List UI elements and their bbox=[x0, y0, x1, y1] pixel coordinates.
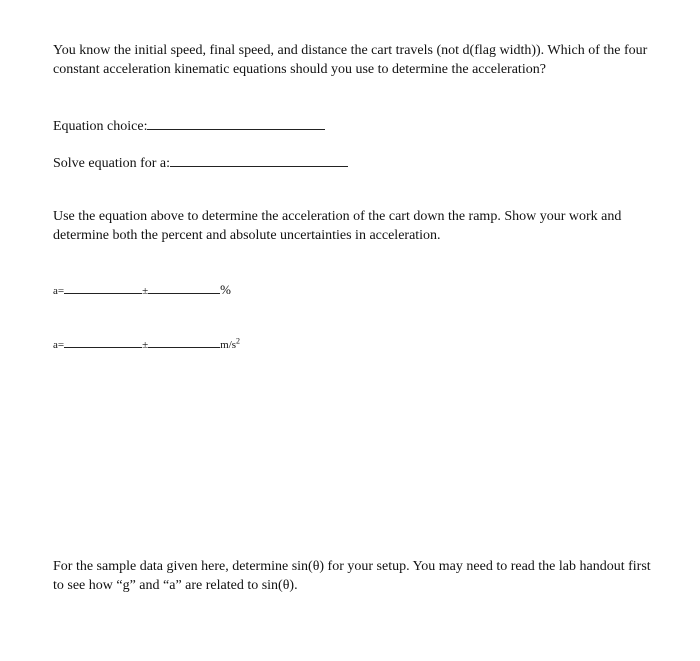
acceleration-percent-row bbox=[53, 283, 231, 298]
question-2-text: Use the equation above to determine the acceleration of the cart down the ramp. Show your work and determine both the percent and absolute uncertainties in acceleration. bbox=[53, 209, 622, 243]
question-1-text: You know the initial speed, final speed, and distance the cart travels (not d(flag width)). Which of the four constant acceleration kinematic equations should you use to determine the acceleration? bbox=[53, 43, 648, 77]
m-per-s-squared-unit: $m/s^2$ bbox=[220, 336, 241, 351]
a-equals-label: a= bbox=[53, 285, 65, 297]
percent-uncertainty-blank[interactable] bbox=[148, 283, 220, 294]
acceleration-absolute-row bbox=[53, 337, 240, 352]
plus-minus-symbol: ± bbox=[142, 339, 149, 351]
equation-choice-label: Equation choice: bbox=[53, 119, 148, 134]
equation-choice-row bbox=[53, 115, 325, 136]
acceleration-value-blank[interactable] bbox=[64, 283, 142, 294]
a-equals-label: a= bbox=[53, 339, 65, 351]
absolute-uncertainty-blank[interactable] bbox=[148, 337, 220, 348]
solve-for-a-label: Solve equation for a: bbox=[53, 156, 171, 171]
acceleration-value-blank[interactable] bbox=[64, 337, 142, 348]
solve-for-a-blank[interactable] bbox=[170, 152, 348, 167]
solve-for-a-row bbox=[53, 152, 348, 173]
equation-choice-blank[interactable] bbox=[147, 115, 325, 130]
percent-unit: % bbox=[220, 282, 231, 297]
plus-minus-symbol: ± bbox=[142, 285, 149, 297]
question-3-text: For the sample data given here, determine sin(θ) for your setup. You may need to read the lab handout first to see how “g” and “a” are related to sin(θ). bbox=[53, 559, 651, 593]
